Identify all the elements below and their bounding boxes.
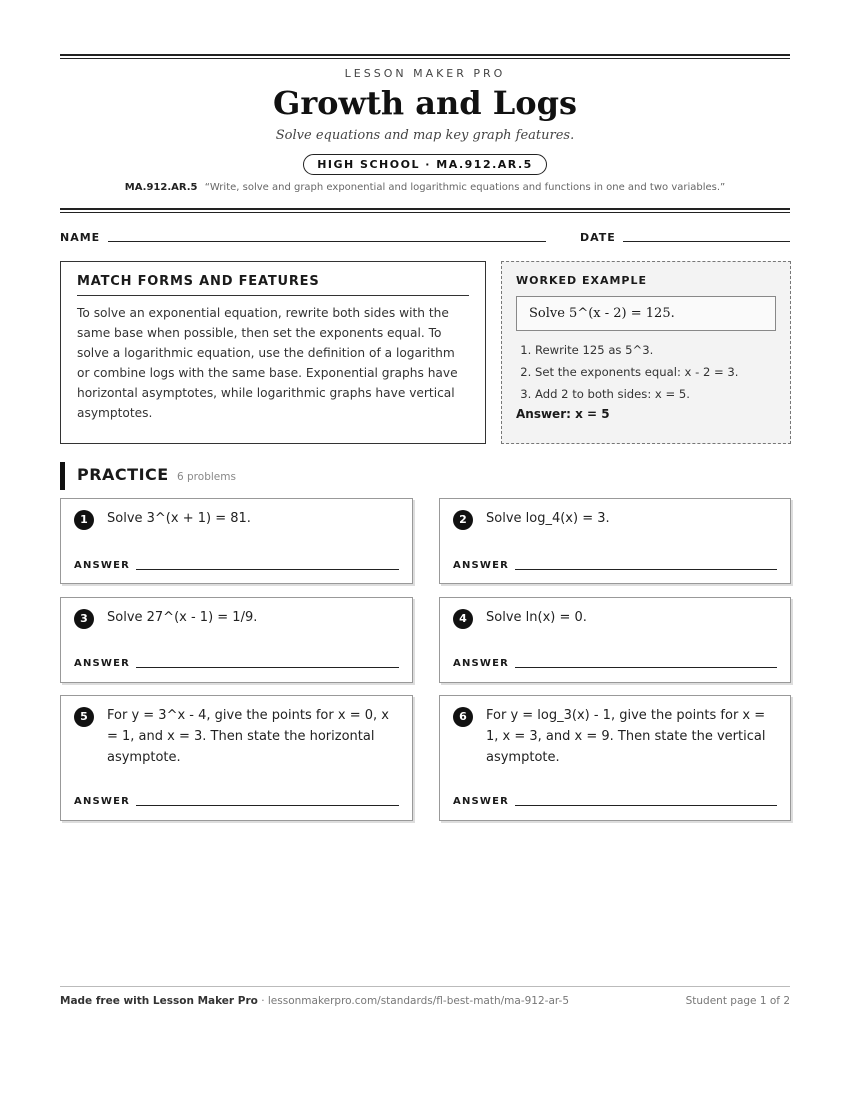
answer-label: ANSWER [74, 796, 131, 807]
problem-card-1 [60, 498, 413, 584]
worked-example-steps [516, 339, 776, 405]
answer-label: ANSWER [74, 658, 131, 669]
answer-label: ANSWER [453, 560, 510, 571]
top-rule [60, 54, 790, 59]
standard-description [60, 182, 790, 193]
grade-standard-badge: HIGH SCHOOL · MA.912.AR.5 [303, 154, 547, 175]
footer-rule [60, 986, 790, 987]
concept-title: MATCH FORMS AND FEATURES [77, 274, 469, 296]
problem-card-5 [60, 695, 413, 821]
footer-credit [60, 995, 569, 1007]
footer-made-with: Made free with Lesson Maker Pro [60, 995, 258, 1007]
problem-number: 6 [453, 707, 473, 727]
problem-text: Solve 27^(x - 1) = 1/9. [107, 610, 258, 625]
page-subtitle: Solve equations and map key graph features. [275, 128, 575, 143]
answer-label: ANSWER [453, 796, 510, 807]
problem-number: 1 [74, 510, 94, 530]
worked-example-box [501, 261, 791, 444]
footer-url[interactable]: · lessonmakerpro.com/standards/fl-best-math/ma-912-ar-5 [261, 995, 569, 1007]
problem-number: 2 [453, 510, 473, 530]
standard-code: MA.912.AR.5 [124, 182, 198, 193]
standard-text: “Write, solve and graph exponential and logarithmic equations and functions in one and two variables.” [204, 182, 726, 193]
practice-accent-bar [60, 462, 65, 490]
answer-line[interactable] [515, 667, 777, 668]
name-label: NAME [60, 231, 101, 244]
worked-example-problem: Solve 5^(x - 2) = 125. [516, 296, 776, 331]
problem-number: 3 [74, 609, 94, 629]
worked-step: 3. Add 2 to both sides: x = 5. [535, 383, 776, 405]
answer-line[interactable] [515, 805, 777, 806]
worked-step: 1. Rewrite 125 as 5^3. [535, 339, 776, 361]
answer-line[interactable] [136, 805, 399, 806]
problem-card-6 [439, 695, 791, 821]
problem-text: For y = log_3(x) - 1, give the points for x = 1, x = 3, and x = 9. Then state the vertical asymptote. [486, 708, 766, 765]
date-field-line[interactable] [623, 241, 790, 242]
page-title: Growth and Logs [272, 84, 577, 122]
problem-card-2 [439, 498, 791, 584]
problem-text: Solve 3^(x + 1) = 81. [107, 511, 251, 526]
brand-name: LESSON MAKER PRO [344, 67, 506, 80]
date-label: DATE [580, 231, 616, 244]
worked-example-answer: Answer: x = 5 [516, 407, 610, 421]
practice-title: PRACTICE [77, 465, 169, 484]
problem-number: 5 [74, 707, 94, 727]
problem-card-3 [60, 597, 413, 683]
header-bottom-rule [60, 208, 790, 213]
worked-example-title: WORKED EXAMPLE [516, 274, 647, 287]
problem-card-4 [439, 597, 791, 683]
problem-text: Solve ln(x) = 0. [486, 610, 587, 625]
answer-line[interactable] [515, 569, 777, 570]
problem-text: Solve log_4(x) = 3. [486, 511, 610, 526]
worked-step: 2. Set the exponents equal: x - 2 = 3. [535, 361, 776, 383]
practice-count: 6 problems [177, 471, 236, 483]
problem-number: 4 [453, 609, 473, 629]
answer-label: ANSWER [453, 658, 510, 669]
problem-text: For y = 3^x - 4, give the points for x = 0, x = 1, and x = 3. Then state the horizontal asymptote. [107, 708, 389, 765]
answer-line[interactable] [136, 667, 399, 668]
answer-label: ANSWER [74, 560, 131, 571]
name-field-line[interactable] [108, 241, 546, 242]
concept-box [60, 261, 486, 444]
footer-page-number: Student page 1 of 2 [685, 995, 790, 1007]
answer-line[interactable] [136, 569, 399, 570]
concept-body: To solve an exponential equation, rewrite both sides with the same base when possible, then set the exponents equal. To solve a logarithmic equation, use the definition of a logarithm or combine logs with the same base. Exponential graphs have horizontal asymptotes, while logarithmic graphs have vertical asymptotes. [77, 306, 458, 420]
